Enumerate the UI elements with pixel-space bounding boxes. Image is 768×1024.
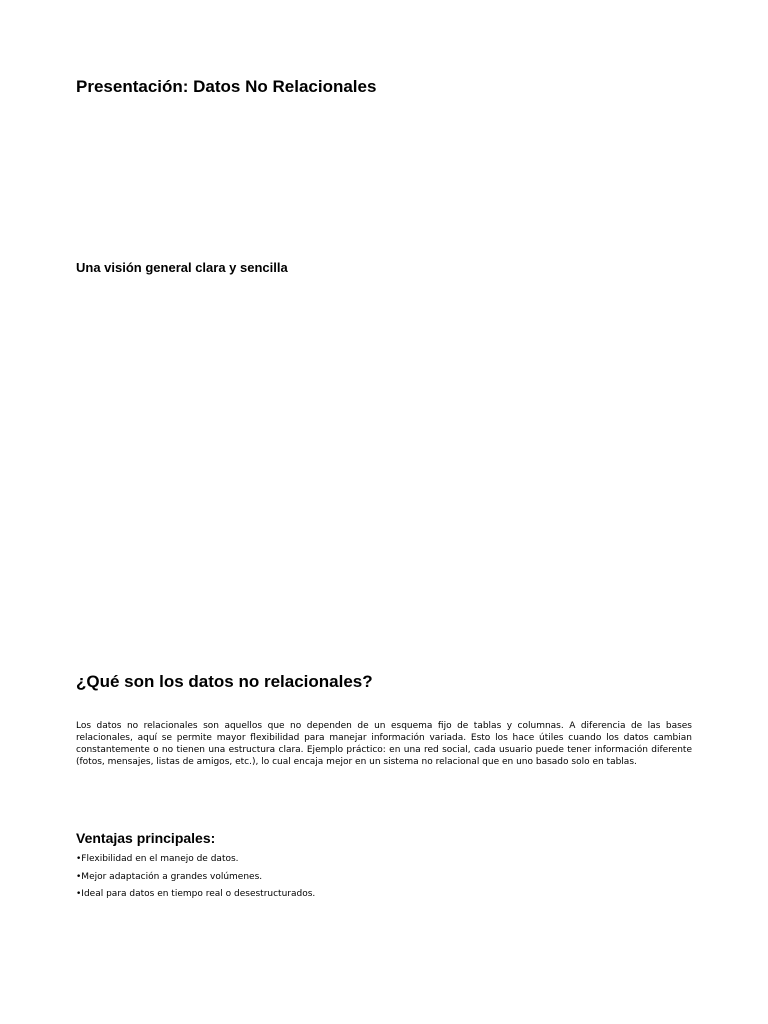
advantage-item: •Ideal para datos en tiempo real o desestructurados.	[76, 889, 316, 899]
body-paragraph: Los datos no relacionales son aquellos que no dependen de un esquema fijo de tablas y columnas. A diferencia de las bases relacionales, aquí se permite mayor flexibilidad para manejar información variada. Esto los hace útiles cuando los datos cambian constantemente o no tienen una estructura clara. Ejemplo práctico: en una red social, cada usuario puede tener información diferente (fotos, mensajes, listas de amigos, etc.), lo cual encaja mejor en un sistema no relacional que en uno basado solo en tablas.	[76, 721, 692, 767]
advantage-item: •Flexibilidad en el manejo de datos.	[76, 854, 239, 864]
document-title: Presentación: Datos No Relacionales	[76, 77, 377, 96]
section-heading: ¿Qué son los datos no relacionales?	[76, 672, 373, 691]
advantages-list	[76, 853, 315, 906]
document-subtitle: Una visión general clara y sencilla	[76, 260, 288, 275]
advantages-heading: Ventajas principales:	[76, 830, 216, 846]
advantage-item: •Mejor adaptación a grandes volúmenes.	[76, 871, 263, 882]
